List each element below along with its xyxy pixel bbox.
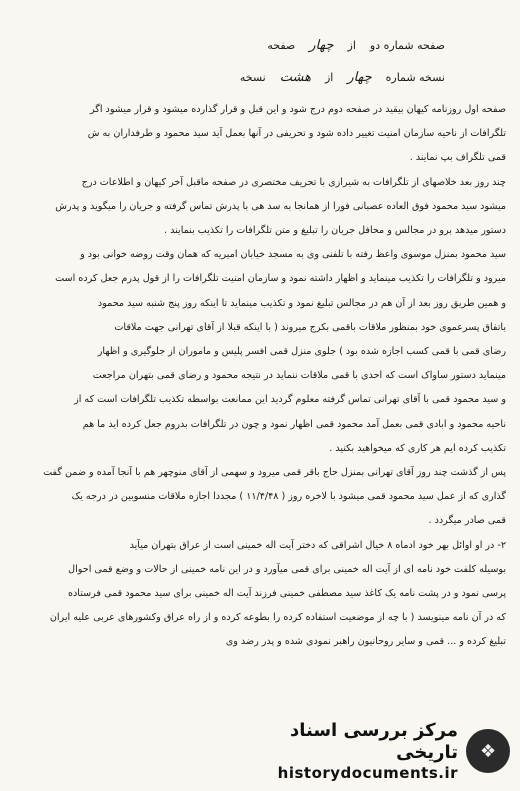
document-body: [14, 98, 506, 655]
body-line: مینماید دستور ساواک است که احدی با قمی ملاقات ننماید در نتیجه محمود و رضای قمی بتهران مراجعت: [92, 370, 506, 382]
body-line: پرسی نمود و در پشت نامه یک کاغذ سید مصطفی خمینی فرزند آیت اله خمینی برای سید محمود قمی فرستاده: [67, 588, 506, 600]
body-line: تبلیغ کرده و ... قمی و سایر روحانیون راهبر نمودی شده و پدر رضد وی: [225, 636, 506, 648]
body-line: میشود سید محمود فوق العاده عصبانی فورا از همانجا به سد هی با پدرش تماس گرفته و جریان را میگوید و پدرش: [55, 200, 506, 212]
body-line: پس از گذشت چند روز آقای تهرانی بمنزل حاج باقر قمی میرود و سهمی از آقای منوچهر هم با آنجا آمده و ضمن گفت: [43, 467, 506, 479]
body-line: صفحه اول روزنامه کیهان بیقید در صفحه دوم درج شود و این قبل و قرار گذارده میشود و قرار میشود اگر: [89, 104, 506, 115]
body-line: دستور میدهد برو در مجالس و محافل جریان را تبلیغ و متن تلگرافات را تکذیب بنمایند .: [164, 225, 506, 237]
copy-number: چهار: [347, 70, 372, 85]
body-line: تلگرافات از ناحیه سازمان امنیت تغییر داده شود و تحریفی در آنها بعمل آید سید محمود و طرفداران به ش: [87, 128, 506, 140]
watermark-url: historydocuments.ir: [277, 764, 458, 782]
copy-total: هشت: [279, 70, 311, 85]
archive-logo-icon: ❖: [466, 729, 510, 773]
copy-count-line: [225, 70, 445, 85]
body-line: که در آن نامه مینویسد ( با چه از موضعیت استفاده کرده را بطوعه کرده و از راه عراق وکشورهای عربی علیه ایران: [49, 612, 506, 624]
body-line: باتفاق پسرعموی خود بمنظور ملاقات باقمی بکرج میروند ( با اینکه قبلا از آقای تهرانی جهت ملاقات: [114, 321, 506, 333]
body-line: چند روز بعد خلاصهای از تلگرافات به شیرازی با تحریف مختصری در صفحه ماقبل آخر کیهان و اطلاعات درج: [81, 176, 506, 188]
body-line: قمی تلگراف بپ نمایند .: [409, 152, 506, 164]
body-line: ۲- در او اوائل بهر خود ادماه ۸ خیال اشراقی که دختر آیت اله خمینی است از عراق بتهران میآید: [129, 539, 506, 551]
page-unit: صفحه: [267, 39, 296, 52]
page-of: از: [347, 39, 356, 52]
body-line: و همین طریق روز بعد از آن هم در مجالس تبلیغ نمود و تکذیب مینماید تا اینکه روز پنج شنبه سید محمود: [97, 297, 506, 309]
body-line: سید محمود بمنزل موسوی واعظ رفته با تلفنی وی به مسجد خیابان امیریه که همان وقت روضه خوانی بود و: [80, 249, 506, 261]
body-line: گذاری که از عمل سید محمود قمی میشود با لاخره روز ( ۱۱/۴/۴۸ ) مجددا اجازه ملاقات منسوبین در درجه یک: [71, 491, 506, 503]
body-line: رضای قمی با قمی کسب اجازه شده بود ) جلوی منزل قمی افسر پلیس و ماموران از جلوگیری و اظهار: [97, 346, 506, 358]
copy-label: نسخه شماره: [385, 71, 445, 84]
page-total: چهار: [309, 38, 334, 53]
copy-of: از: [324, 71, 334, 84]
watermark: [260, 721, 510, 781]
watermark-title: مرکز بررسی اسناد تاریخی: [290, 720, 458, 763]
page-label: صفحه شماره دو: [369, 39, 445, 52]
body-line: قمی صادر میگردد .: [428, 515, 506, 527]
body-line: تکذیب کرده ایم هر کاری که میخواهید بکنید .: [329, 442, 506, 454]
body-line: بوسیله کلفت خود نامه ای از آیت اله خمینی برای قمی میآورد و در این نامه خمینی از حالات و وضع قمی احوال: [68, 563, 506, 575]
watermark-text: [260, 720, 458, 782]
body-line: و سید محمود قمی با آقای تهرانی تماس گرفته معلوم گردید این ممانعت بواسطه تکذیب تلگرافات است که از: [74, 394, 506, 406]
body-line: میرود و تلگرافات را تکذیب مینماید و اظهار داشته نمود و سازمان امنیت تلگرافات را از قول پدرم جعل کرده است: [55, 273, 506, 285]
body-line: ناحیه محمود و ابادی قمی بعمل آمد محمود قمی اظهار نمود و چون در تلگرافات بدروم جعل کرده اید ما هم: [82, 418, 506, 430]
copy-unit: نسخه: [239, 71, 266, 84]
page-count-line: [225, 38, 445, 53]
